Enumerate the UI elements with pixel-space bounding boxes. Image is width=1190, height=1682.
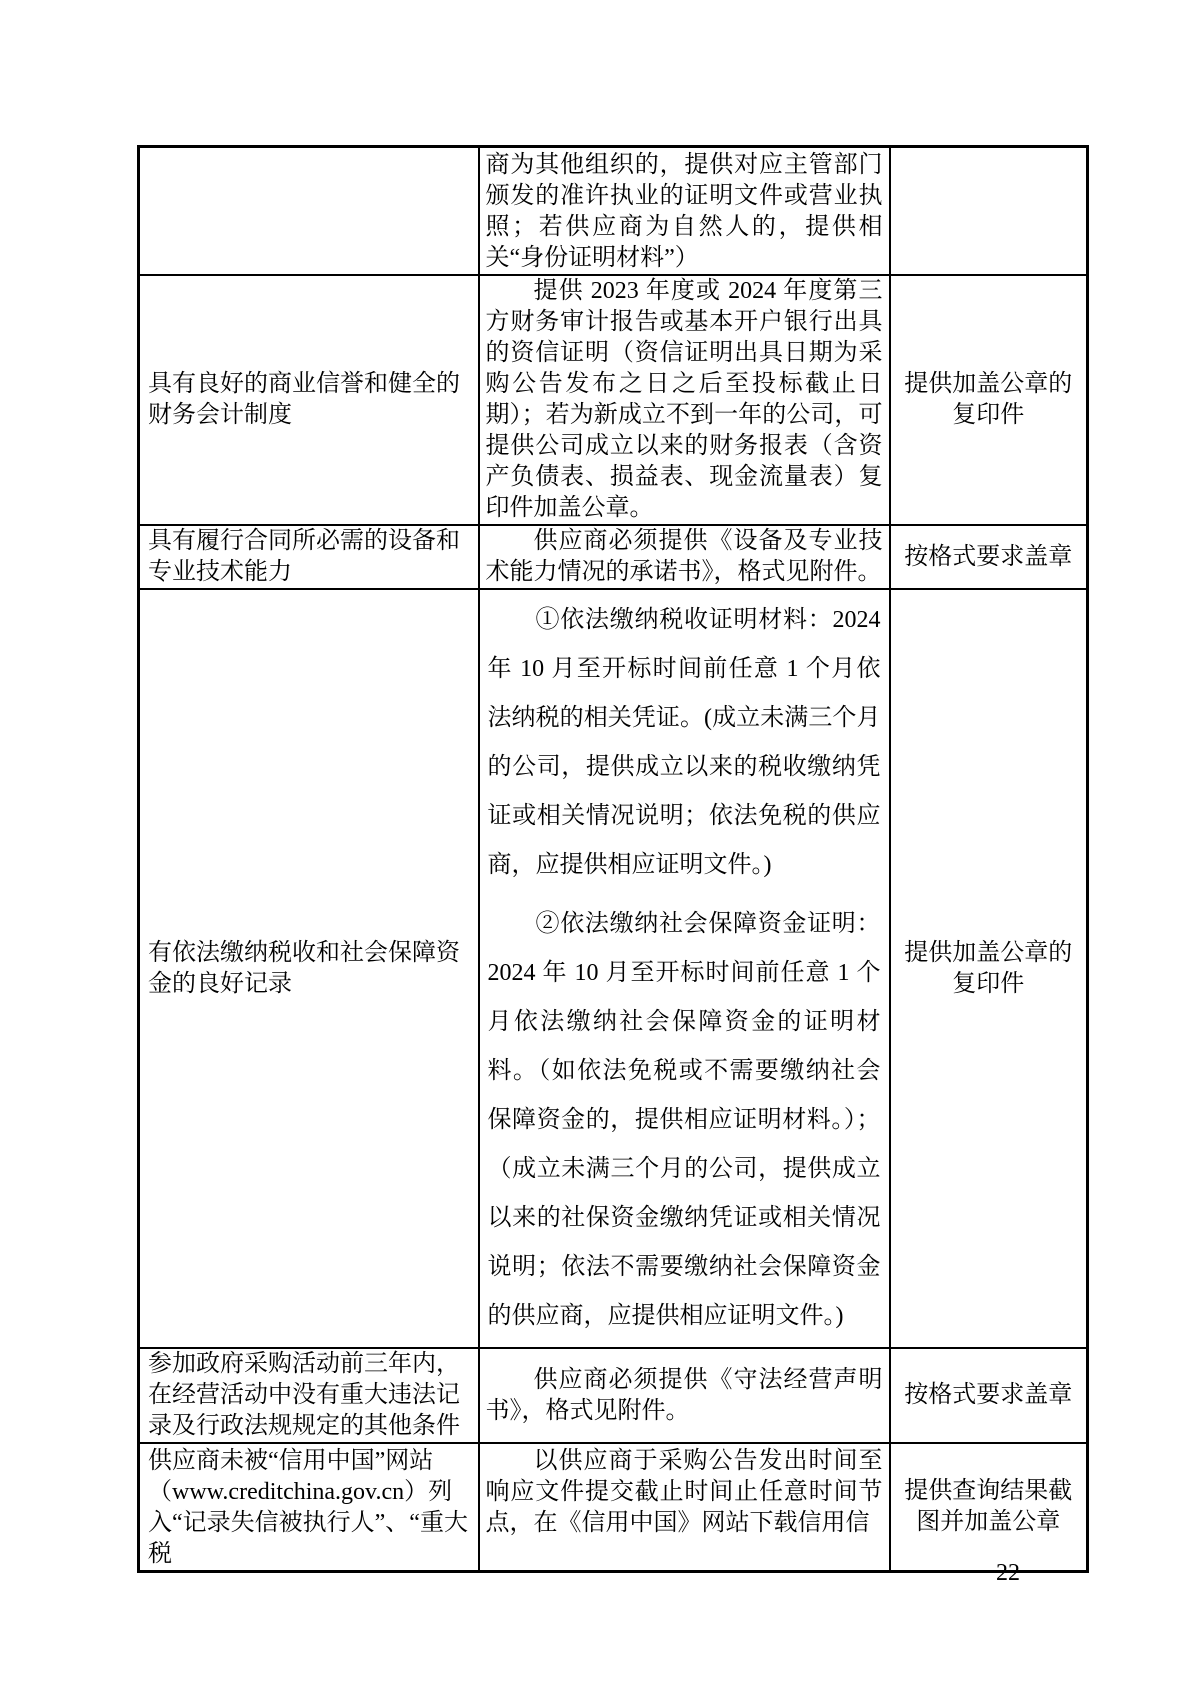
material-cell (890, 275, 1088, 525)
page-number: 22 (996, 1560, 1020, 1586)
description-paragraph-tax: ①依法缴纳税收证明材料：2024 年 10 月至开标时间前任意 1 个月依法纳税的相关凭证。(成立未满三个月的公司，提供成立以来的税收缴纳凭证或相关情况说明；依法免税的供应商，应提供相应证明文件。) (487, 607, 881, 878)
description-text: 以供应商于采购公告发出时间至响应文件提交截止时间止任意时间节点，在《信用中国》网站下载信用信 (485, 1448, 883, 1536)
material-cell (890, 1348, 1088, 1443)
table-row (139, 1443, 1088, 1572)
material-text: 按格式要求盖章 (904, 1382, 1073, 1408)
requirement-cell (139, 1443, 479, 1572)
table-row (139, 589, 1088, 1348)
material-text: 提供加盖公章的复印件 (904, 939, 1073, 997)
material-text: 提供加盖公章的复印件 (904, 371, 1073, 428)
table-row (139, 525, 1088, 589)
material-cell (890, 1443, 1088, 1572)
description-cell (479, 589, 890, 1348)
material-text: 按格式要求盖章 (904, 543, 1073, 570)
requirement-text: 具有良好的商业信誉和健全的财务会计制度 (148, 371, 460, 428)
requirement-cell (139, 1348, 479, 1443)
description-paragraph-social-security: ②依法缴纳社会保障资金证明：2024 年 10 月至开标时间前任意 1 个月依法缴纳社会保障资金的证明材料。（如依法免税或不需要缴纳社会保障资金的，提供相应证明材料。）； （成立未满三个月的公司，提供成立以来的社保资金缴纳凭证或相关情况说明；依法不需要缴纳社会保障资金的供应商，应提供相应证明文件。) (487, 911, 881, 1329)
material-cell (890, 525, 1088, 589)
description-cell (479, 147, 890, 276)
requirement-text: 有依法缴纳税收和社会保障资金的良好记录 (148, 939, 460, 997)
table-row (139, 1348, 1088, 1443)
description-cell (479, 525, 890, 589)
description-text: 提供 2023 年度或 2024 年度第三方财务审计报告或基本开户银行出具的资信证明（资信证明出具日期为采购公告发布之日之后至投标截止日期）；若为新成立不到一年的公司，可提供公司成立以来的财务报表（含资产负债表、损益表、现金流量表）复印件加盖公章。 (485, 278, 883, 521)
table-row (139, 147, 1088, 276)
requirement-text: 供应商未被“信用中国”网站（www.creditchina.gov.cn）列入“记录失信被执行人”、“重大税 (148, 1448, 468, 1567)
requirement-text: 具有履行合同所必需的设备和专业技术能力 (148, 528, 460, 585)
description-cell (479, 1348, 890, 1443)
description-text: 供应商必须提供《设备及专业技术能力情况的承诺书》，格式见附件。 (485, 528, 883, 585)
qualification-table (137, 145, 1089, 1573)
requirement-cell (139, 275, 479, 525)
description-text: 商为其他组织的，提供对应主管部门颁发的准许执业的证明文件或营业执照；若供应商为自然人的，提供相关“身份证明材料”） (485, 152, 883, 271)
material-text: 提供查询结果截图并加盖公章 (904, 1478, 1073, 1535)
requirement-cell (139, 525, 479, 589)
requirement-cell (139, 589, 479, 1348)
description-cell (479, 275, 890, 525)
requirement-cell (139, 147, 479, 276)
description-cell (479, 1443, 890, 1572)
requirement-text: 参加政府采购活动前三年内，在经营活动中没有重大违法记录及行政法规规定的其他条件 (148, 1351, 460, 1439)
material-cell (890, 589, 1088, 1348)
material-cell (890, 147, 1088, 276)
table-row (139, 275, 1088, 525)
description-text: 供应商必须提供《守法经营声明书》，格式见附件。 (485, 1366, 883, 1424)
